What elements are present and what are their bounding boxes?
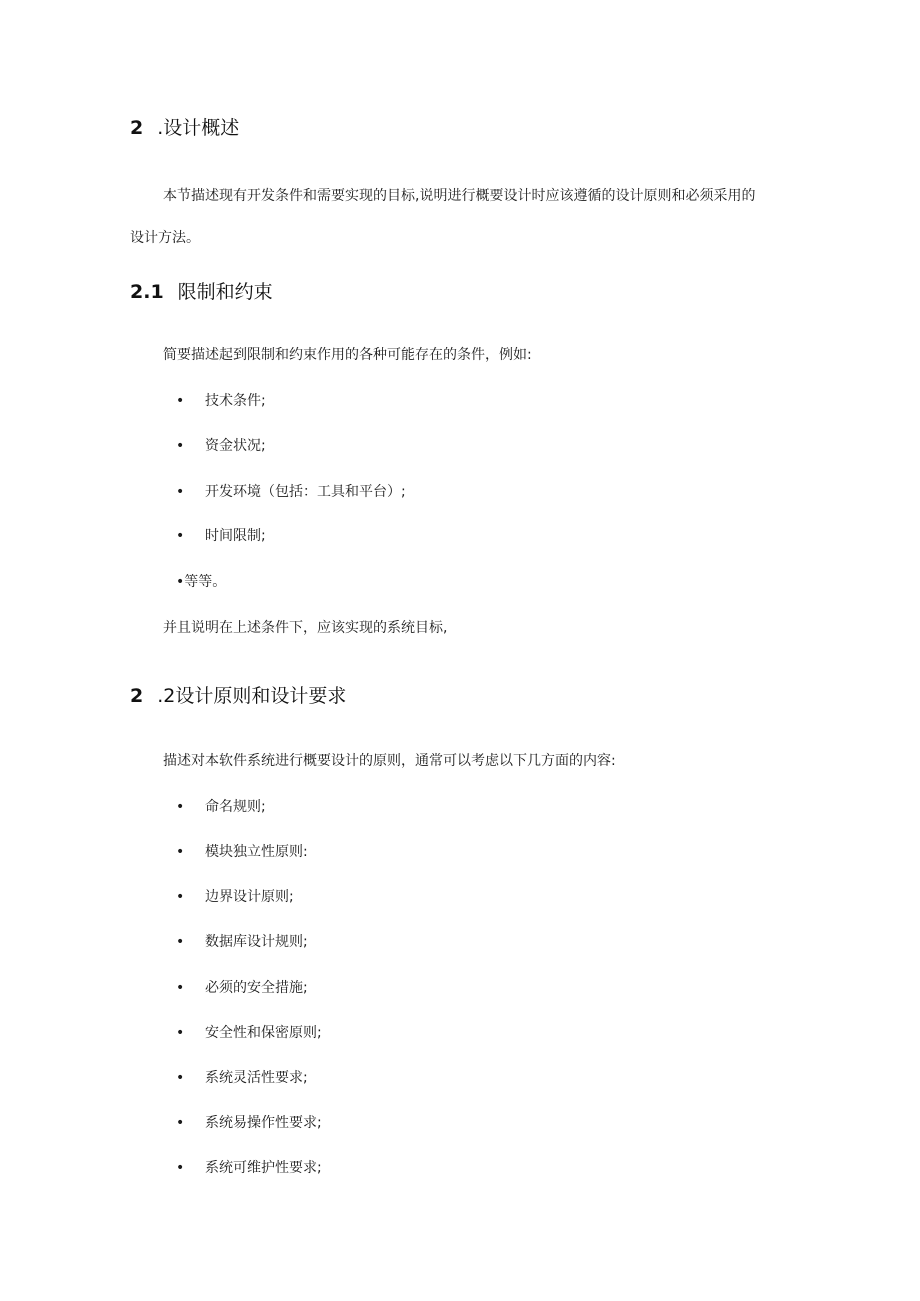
bullet-marker: • [176, 393, 185, 409]
list-item: 系统易操作性要求; [205, 1115, 322, 1131]
section-2-intro-line1: 本节描述现有开发条件和需要实现的目标,说明进行概要设计时应该遵循的设计原则和必须采用的 [163, 188, 756, 204]
list-item: 开发环境（包括：工具和平台）; [205, 484, 406, 500]
list-item: 边界设计原则; [205, 889, 294, 905]
section-2-1-title: 限制和约束 [177, 281, 273, 303]
bullet-marker: • [176, 889, 185, 905]
section-2-2-title: .2设计原则和设计要求 [157, 685, 347, 707]
bullet-marker: • [176, 438, 185, 454]
list-item: 资金状况; [205, 438, 266, 454]
list-item: 必须的安全措施; [205, 980, 308, 996]
bullet-marker: • [176, 980, 185, 996]
section-2-2-number: 2 [130, 685, 144, 707]
list-etc: •等等。 [176, 574, 227, 590]
section-2-heading [130, 116, 239, 140]
list-item: 技术条件; [205, 393, 266, 409]
section-2-1-number: 2.1 [130, 281, 164, 303]
bullet-marker: • [176, 528, 185, 544]
list-item: 安全性和保密原则; [205, 1025, 322, 1041]
list-item: 系统灵活性要求; [205, 1070, 308, 1086]
section-2-1-heading [130, 280, 273, 304]
bullet-marker: • [176, 799, 185, 815]
section-2-1-closing: 并且说明在上述条件下，应该实现的系统目标, [163, 620, 448, 636]
bullet-marker: • [176, 484, 185, 500]
section-2-2-intro: 描述对本软件系统进行概要设计的原则，通常可以考虑以下几方面的内容: [163, 753, 616, 769]
section-2-intro-line2: 设计方法。 [130, 230, 200, 246]
bullet-marker: • [176, 1070, 185, 1086]
bullet-marker: • [176, 934, 185, 950]
bullet-marker: • [176, 844, 185, 860]
list-item: 命名规则; [205, 799, 266, 815]
list-item: 模块独立性原则: [205, 844, 308, 860]
bullet-marker: • [176, 1160, 185, 1176]
list-item: 时间限制; [205, 528, 266, 544]
list-item: 系统可维护性要求; [205, 1160, 322, 1176]
section-2-1-intro: 简要描述起到限制和约束作用的各种可能存在的条件，例如: [163, 347, 532, 363]
list-item: 数据库设计规则; [205, 934, 308, 950]
section-2-2-heading [130, 684, 346, 708]
section-2-title: .设计概述 [157, 117, 240, 139]
section-2-number: 2 [130, 117, 144, 139]
bullet-marker: • [176, 1115, 185, 1131]
bullet-marker: • [176, 1025, 185, 1041]
